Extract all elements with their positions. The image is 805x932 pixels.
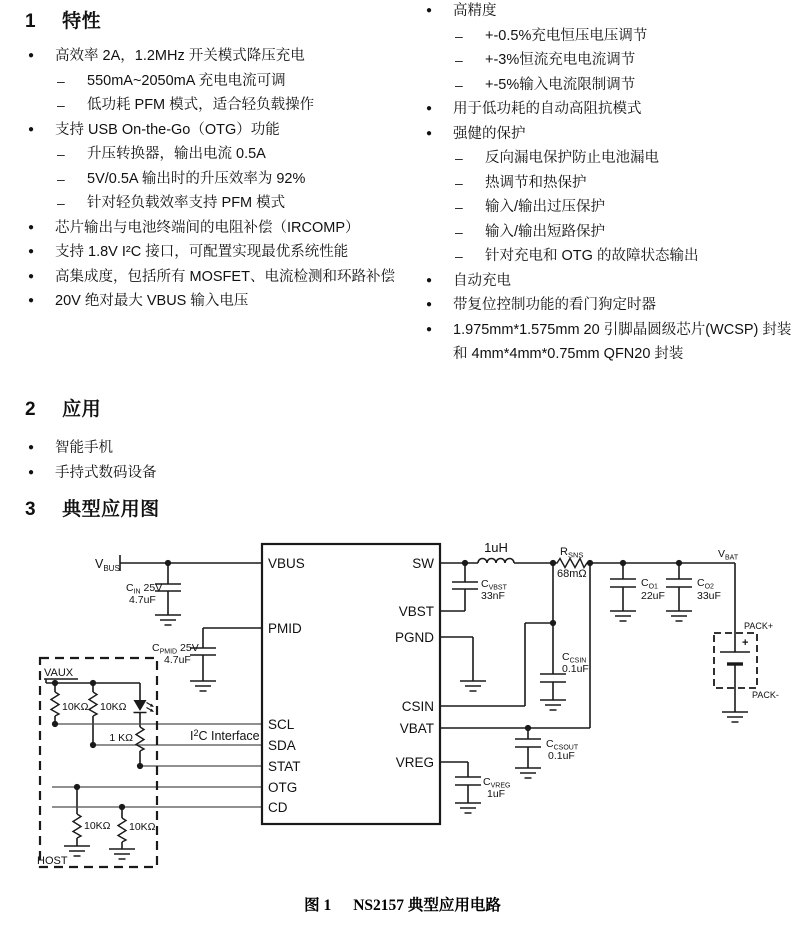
vbat-rail-label: $V_{BAT}$	[718, 548, 739, 562]
dash-marker: –	[455, 76, 463, 93]
bullet-marker: ●	[426, 5, 433, 16]
feature-item	[25, 240, 397, 265]
dash-marker: –	[455, 52, 463, 68]
figure-number: 图 1	[304, 897, 332, 914]
feature-item	[423, 0, 793, 24]
application-text: 手持式数码设备	[55, 464, 157, 481]
pin-label-vreg: VREG	[395, 755, 434, 770]
co2-label: $C_{O2}$	[697, 577, 714, 591]
feature-subitem	[423, 48, 793, 73]
feature-text: 带复位控制功能的看门狗定时器	[453, 297, 656, 313]
feature-subitem	[25, 191, 397, 216]
vaux-label: VAUX	[44, 667, 74, 679]
feature-item	[423, 269, 793, 294]
cpmid-label: $C_{PMID}$ 25V	[152, 642, 199, 656]
co1-value: 22uF	[641, 590, 665, 602]
inductor-label: 1uH	[484, 540, 508, 555]
rsns-value: 68mΩ	[557, 568, 587, 580]
feature-subtext: +-5%输入电流限制调节	[485, 76, 636, 93]
section-number: 2	[25, 399, 37, 420]
dash-marker: –	[455, 248, 463, 264]
dash-marker: –	[57, 146, 65, 162]
feature-subtext: 低功耗 PFM 模式，适合轻负载操作	[87, 97, 315, 113]
bullet-marker: ●	[28, 123, 35, 135]
feature-text: 自动充电	[453, 272, 511, 289]
rsns-label: $R_{SNS}$	[560, 546, 584, 560]
dash-marker: –	[455, 150, 463, 166]
dash-marker: –	[455, 27, 463, 44]
cvbst-label: $C_{VBST}$	[481, 578, 507, 592]
section-heading-features	[25, 10, 397, 34]
section-heading-applications	[25, 398, 101, 422]
ccsout-value: 0.1uF	[548, 750, 575, 762]
cin-label: $C_{IN}$ 25V	[126, 582, 163, 596]
feature-item	[25, 118, 397, 143]
pack-plus-label: PACK+	[744, 621, 774, 631]
inductor-symbol	[478, 559, 514, 564]
section-title: 典型应用图	[62, 499, 160, 520]
ic-left-pin-labels	[268, 556, 305, 815]
feature-subitem	[423, 244, 793, 269]
vbus-source-label	[95, 557, 120, 573]
section-number: 3	[25, 499, 37, 520]
bullet-marker: ●	[426, 323, 433, 335]
bullet-marker: ●	[426, 127, 433, 139]
feature-text: 高效率 2A，1.2MHz 开关模式降压充电	[55, 48, 305, 64]
feature-subitem	[25, 69, 397, 94]
vbus-main: V	[95, 557, 104, 571]
bullet-marker: ●	[28, 466, 35, 478]
feature-text: 高精度	[453, 3, 497, 19]
section-title: 特性	[62, 11, 102, 32]
pin-label-csin: CSIN	[401, 699, 434, 714]
feature-subitem	[25, 93, 397, 118]
r-pullup-sda-label: 10KΩ	[100, 701, 127, 713]
feature-subtext: 针对轻负载效率支持 PFM 模式	[87, 195, 286, 211]
feature-subitem	[423, 195, 793, 220]
bullet-marker: ●	[28, 50, 35, 61]
battery-plus-sign: +	[742, 637, 749, 649]
co2-value: 33uF	[697, 590, 721, 602]
vbus-sub: BUS	[103, 564, 120, 573]
bullet-marker: ●	[28, 221, 35, 233]
feature-item	[423, 318, 793, 367]
application-text: 智能手机	[55, 440, 113, 456]
cpmid-value: 4.7uF	[164, 654, 191, 666]
pin-label-sda: SDA	[268, 738, 296, 753]
pin-label-pmid: PMID	[268, 621, 302, 636]
feature-text: 高集成度，包括所有 MOSFET、电流检测和环路补偿	[55, 268, 395, 285]
pin-label-sw: SW	[412, 556, 434, 571]
bullet-marker: ●	[28, 270, 35, 282]
section-heading-typical-application	[25, 498, 160, 522]
r-otg-label: 10KΩ	[84, 820, 111, 832]
feature-item	[25, 216, 397, 241]
feature-item	[25, 44, 397, 69]
bullet-marker: ●	[28, 295, 35, 306]
feature-item	[423, 97, 793, 122]
ccsin-label: $C_{CSIN}$	[562, 651, 587, 665]
r-pullup-scl-label: 10KΩ	[62, 701, 89, 713]
features-column-left	[25, 10, 397, 314]
feature-subtext: +-3%恒流充电电流调节	[485, 52, 636, 68]
dash-marker: –	[57, 170, 65, 187]
pack-minus-label: PACK-	[752, 690, 779, 700]
feature-text: 支持 USB On-the-Go（OTG）功能	[55, 121, 280, 138]
section-number: 1	[25, 11, 37, 32]
r-cd-label: 10KΩ	[129, 821, 156, 833]
ccsout-label: $C_{CSOUT}$	[546, 738, 579, 752]
pin-label-otg: OTG	[268, 780, 298, 795]
dash-marker: –	[57, 97, 65, 113]
figure-caption	[0, 893, 805, 915]
pin-label-cd: CD	[268, 800, 288, 815]
cvreg-label: $C_{VREG}$	[483, 776, 511, 790]
feature-subtext: +-0.5%充电恒压电压调节	[485, 27, 648, 44]
bullet-marker: ●	[28, 442, 35, 453]
bullet-marker: ●	[28, 246, 35, 257]
i2c-interface-label: $I^2C$ Interface	[190, 728, 260, 743]
feature-item	[25, 289, 397, 314]
feature-text: 支持 1.8V I²C 接口，可配置实现最优系统性能	[55, 244, 349, 260]
pin-label-pgnd: PGND	[394, 630, 434, 645]
co1-label: $C_{O1}$	[641, 577, 658, 591]
application-item	[25, 436, 365, 461]
cin-value: 4.7uF	[129, 594, 156, 606]
feature-item	[25, 265, 397, 290]
dash-marker: –	[455, 174, 463, 191]
feature-subitem	[423, 146, 793, 171]
feature-text: 强健的保护	[453, 125, 526, 142]
bullet-marker: ●	[426, 299, 433, 310]
feature-subitem	[423, 171, 793, 196]
bullet-marker: ●	[426, 103, 433, 114]
feature-text: 20V 绝对最大 VBUS 输入电压	[55, 293, 249, 309]
section-title: 应用	[62, 399, 102, 420]
ic-right-pin-labels	[395, 556, 434, 770]
feature-subtext: 5V/0.5A 输出时的升压效率为 92%	[87, 170, 306, 187]
feature-text: 1.975mm*1.575mm 20 引脚晶圆级芯片(WCSP) 封装和 4mm*4mm*0.75mm QFN20 封装	[453, 321, 792, 362]
pin-label-scl: SCL	[268, 717, 295, 732]
feature-subtext: 针对充电和 OTG 的故障状态输出	[485, 248, 699, 264]
feature-subtext: 550mA~2050mA 充电电流可调	[87, 72, 286, 89]
pin-label-vbus: VBUS	[268, 556, 305, 571]
application-item	[25, 461, 365, 486]
feature-subtext: 输入/输出过压保护	[485, 199, 606, 215]
pin-label-stat: STAT	[268, 759, 301, 774]
dash-marker: –	[455, 223, 463, 240]
r-led-label: 1 KΩ	[109, 732, 133, 744]
dash-marker: –	[57, 72, 65, 89]
feature-subtext: 热调节和热保护	[485, 174, 587, 191]
feature-subitem	[25, 167, 397, 192]
led-icon	[134, 700, 155, 712]
feature-subtext: 升压转换器，输出电流 0.5A	[87, 146, 266, 162]
host-label: HOST	[37, 855, 68, 867]
dash-marker: –	[57, 195, 65, 211]
feature-subitem	[25, 142, 397, 167]
feature-subitem	[423, 24, 793, 49]
feature-subitem	[423, 220, 793, 245]
dash-marker: –	[455, 199, 463, 215]
feature-text: 芯片输出与电池终端间的电阻补偿（IRCOMP）	[55, 219, 360, 236]
cvbst-value: 33nF	[481, 590, 505, 602]
features-column-right	[423, 0, 793, 367]
pin-label-vbat: VBAT	[399, 721, 434, 736]
feature-item	[423, 293, 793, 318]
figure-title: NS2157 典型应用电路	[353, 897, 501, 914]
feature-text: 用于低功耗的自动高阻抗模式	[453, 101, 642, 117]
feature-item	[423, 122, 793, 147]
feature-subitem	[423, 73, 793, 98]
feature-subtext: 输入/输出短路保护	[485, 223, 606, 240]
applications-list	[25, 436, 365, 485]
ccsin-value: 0.1uF	[562, 663, 589, 675]
cvreg-value: 1uF	[487, 788, 506, 800]
bullet-marker: ●	[426, 274, 433, 286]
feature-subtext: 反向漏电保护防止电池漏电	[485, 150, 659, 166]
pin-label-vbst: VBST	[398, 604, 434, 619]
